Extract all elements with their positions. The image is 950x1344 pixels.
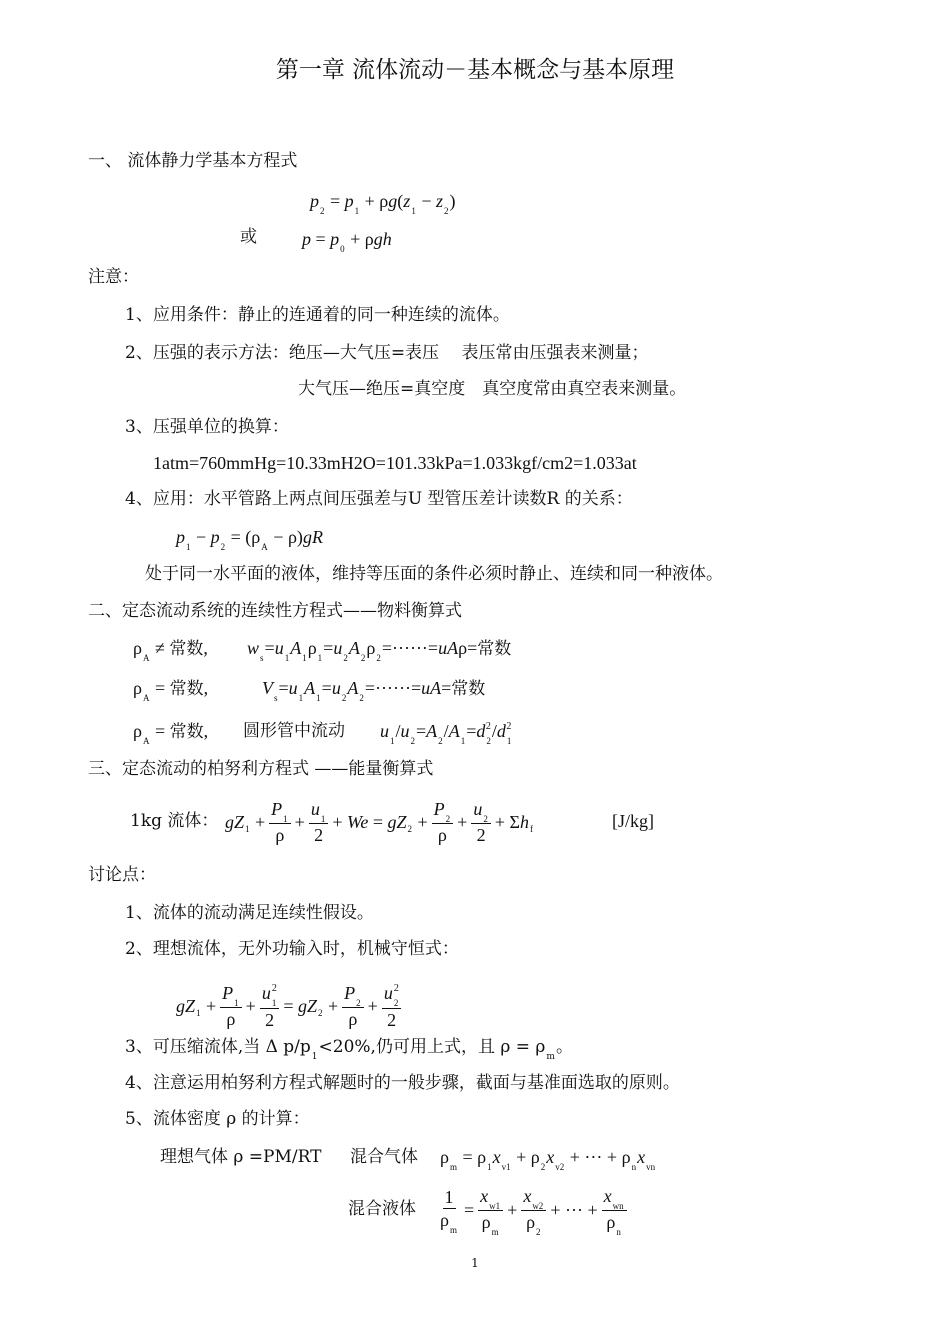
bernoulli-unit: [J/kg] bbox=[612, 811, 654, 831]
section-2-heading: 二、定态流动系统的连续性方程式——物料衡算式 bbox=[88, 601, 462, 621]
mix-gas-equation: $\rho_m = \rho_1x_{v1} + \rho_2x_{v2}$ + ··· + $\rho_nx_{vn}$ bbox=[440, 1147, 656, 1172]
equation-hydrostatic-1: $p_2 = p_1 + \rho g(z_1 - z_2)$ bbox=[310, 191, 456, 216]
discussion-item-3-a: 3、可压缩流体,当 Δ p/p bbox=[125, 1037, 311, 1057]
mix-liquid-label: 混合液体 bbox=[348, 1199, 416, 1219]
mix-gas-label: 混合气体 bbox=[350, 1147, 418, 1167]
note-item-4-cont: 处于同一水平面的液体，维持等压面的条件必须时静止、连续和同一种液体。 bbox=[145, 564, 723, 584]
note-item-2-cont: 大气压—绝压=真空度 真空度常由真空表来测量。 bbox=[298, 379, 687, 399]
discussion-item-5: 5、流体密度 ρ 的计算： bbox=[125, 1109, 310, 1129]
mix-liquid-equation: 1 $\rho_m$ = $x_{w1}$ $\rho_m$ + $x_{w2}$ $\rho_2$ + ··· + $x_{wn}$ $\rho_n$ bbox=[434, 1184, 631, 1236]
page-number: 1 bbox=[471, 1256, 479, 1270]
equation-manometer: $p_1 - p_2 = (\rho_A - \rho)gR$ bbox=[176, 527, 323, 552]
const-label: 常数 bbox=[451, 679, 486, 699]
equation-hydrostatic-2: $p = p_0 + \rho gh$ bbox=[302, 229, 392, 254]
note-item-1: 1、应用条件：静止的连通着的同一种连续的流体。 bbox=[125, 305, 510, 325]
discussion-item-3-c: 。 bbox=[555, 1037, 573, 1057]
ideal-gas-density: 理想气体 ρ =PM/RT bbox=[160, 1147, 322, 1167]
note-item-3: 3、压强单位的换算： bbox=[125, 417, 289, 437]
continuity-eq-1b: $w_s=u_1A_1\rho_1=u_2A_2\rho_2=\cdot\cdot\cdot\cdot\cdot\cdot=uA\rho=$常数 bbox=[247, 638, 512, 663]
discussion-item-3: 3、可压缩流体,当 Δ $p/p_1<20\%$,仍可用上式，且 $\rho = \rho_m$。 bbox=[125, 1037, 573, 1062]
bernoulli-lead: 1kg 流体： bbox=[130, 811, 219, 831]
note-label: 注意： bbox=[88, 267, 139, 287]
unit-conversion: 1atm=760mmHg=10.33mH2O=101.33kPa=1.033kgf/cm2=1.033at bbox=[153, 453, 637, 473]
continuity-eq-2b: $V_s=u_1A_1=u_2A_2=\cdot\cdot\cdot\cdot\cdot\cdot=uA=$常数 bbox=[262, 678, 486, 703]
continuity-eq-1: $\rho_A$ ≠ 常数, bbox=[133, 638, 208, 663]
continuity-eq-3b: $u_1/u_2=A_2/A_1=d_2^2/d_1^2$ bbox=[380, 721, 512, 746]
bernoulli-ideal-equation: gZ 1 + $P_1$ ρ + $u^2_1$ 2 = gZ 2 + $P_2$ ρ + $u^2_2$ 2 bbox=[176, 980, 405, 1032]
section-3-heading: 三、定态流动的柏努利方程式 ——能量衡算式 bbox=[88, 759, 434, 779]
discussion-label: 讨论点： bbox=[88, 865, 156, 885]
const-label: 常数 bbox=[169, 639, 204, 659]
note-item-2: 2、压强的表示方法：绝压—大气压=表压 表压常由压强表来测量； bbox=[125, 343, 649, 363]
note-item-4: 4、应用：水平管路上两点间压强差与U 型管压差计读数R 的关系： bbox=[125, 489, 633, 509]
section-1-heading: 一、 流体静力学基本方程式 bbox=[88, 151, 298, 171]
continuity-eq-3: $\rho_A$ = 常数, bbox=[133, 721, 209, 746]
discussion-item-1: 1、流体的流动满足连续性假设。 bbox=[125, 903, 374, 923]
discussion-item-3-b: <20%,仍可用上式，且 ρ = ρ bbox=[318, 1037, 546, 1057]
page-title: 第一章 流体流动－基本概念与基本原理 bbox=[275, 57, 675, 83]
const-label: 常数 bbox=[169, 722, 204, 742]
pipe-flow-label: 圆形管中流动 bbox=[243, 721, 345, 741]
bernoulli-equation: gZ 1 + $P_1$ ρ + $u_1$ 2 + We = gZ 2 + $P_2$ ρ + $u_2$ 2 + Σ h f bbox=[225, 799, 533, 845]
continuity-eq-2: $\rho_A$ = 常数, bbox=[133, 678, 209, 703]
discussion-item-4: 4、注意运用柏努利方程式解题时的一般步骤，截面与基准面选取的原则。 bbox=[125, 1073, 680, 1093]
const-label: 常数 bbox=[169, 679, 204, 699]
const-label: 常数 bbox=[477, 639, 512, 659]
or-label: 或 bbox=[240, 227, 257, 247]
discussion-item-2: 2、理想流体，无外功输入时，机械守恒式： bbox=[125, 939, 459, 959]
